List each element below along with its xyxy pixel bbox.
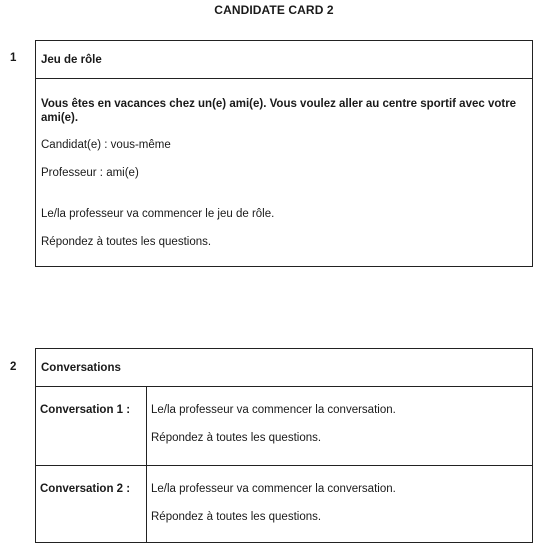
roleplay-instruction-start: Le/la professeur va commencer le jeu de rôle.	[41, 208, 275, 220]
conversation-instruction-answer: Répondez à toutes les questions.	[151, 511, 322, 523]
conversation-instruction-answer: Répondez à toutes les questions.	[151, 432, 322, 444]
roleplay-scenario: Vous êtes en vacances chez un(e) ami(e). Vous voulez aller au centre sportif avec votre ami(e).	[41, 98, 517, 124]
conversation-instructions	[147, 387, 532, 465]
conversation-row	[36, 387, 532, 465]
roleplay-box	[35, 40, 533, 267]
conversation-instruction-start: Le/la professeur va commencer la conversation.	[151, 483, 396, 495]
roleplay-instruction-answer: Répondez à toutes les questions.	[41, 236, 212, 248]
roleplay-candidate: Candidat(e) : vous-même	[41, 139, 171, 151]
conversation-label: Conversation 1 :	[36, 387, 147, 465]
roleplay-heading: Jeu de rôle	[36, 41, 532, 79]
section-number-2: 2	[10, 361, 17, 373]
conversations-box	[35, 348, 533, 543]
conversation-instructions	[147, 466, 532, 543]
conversation-row	[36, 465, 532, 543]
conversations-heading: Conversations	[36, 349, 532, 387]
section-number-1: 1	[10, 52, 17, 64]
card-title: CANDIDATE CARD 2	[214, 3, 334, 17]
conversation-instruction-start: Le/la professeur va commencer la conversation.	[151, 404, 396, 416]
conversation-label: Conversation 2 :	[36, 466, 147, 543]
roleplay-teacher: Professeur : ami(e)	[41, 167, 139, 179]
